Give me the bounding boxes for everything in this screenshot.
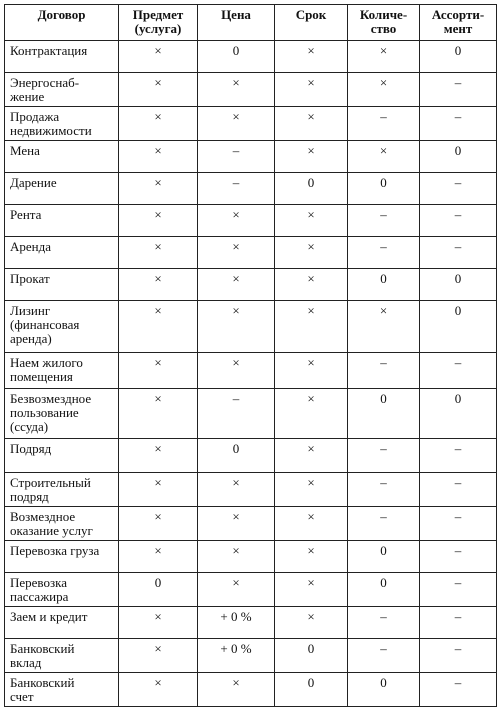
term-cell: × bbox=[275, 141, 348, 173]
quantity-cell: × bbox=[348, 73, 420, 107]
table-row bbox=[5, 107, 497, 141]
price-cell: × bbox=[198, 301, 275, 353]
quantity-cell: 0 bbox=[348, 573, 420, 607]
term-cell: × bbox=[275, 205, 348, 237]
header-price: Цена bbox=[198, 5, 275, 41]
price-cell: + 0 % bbox=[198, 607, 275, 639]
quantity-cell: 0 bbox=[348, 173, 420, 205]
contract-name-cell: Подряд bbox=[5, 439, 119, 473]
price-cell: × bbox=[198, 237, 275, 269]
table-row bbox=[5, 173, 497, 205]
subject-cell: × bbox=[119, 107, 198, 141]
term-cell: × bbox=[275, 353, 348, 389]
subject-cell: × bbox=[119, 269, 198, 301]
table-row bbox=[5, 541, 497, 573]
assortment-cell: – bbox=[420, 541, 497, 573]
header-contract: Договор bbox=[5, 5, 119, 41]
term-cell: × bbox=[275, 389, 348, 439]
price-cell: 0 bbox=[198, 41, 275, 73]
assortment-cell: 0 bbox=[420, 389, 497, 439]
table-row bbox=[5, 205, 497, 237]
quantity-cell: – bbox=[348, 507, 420, 541]
price-cell: × bbox=[198, 73, 275, 107]
term-cell: × bbox=[275, 107, 348, 141]
assortment-cell: – bbox=[420, 439, 497, 473]
contract-name-cell: Банковский вклад bbox=[5, 639, 119, 673]
quantity-cell: – bbox=[348, 107, 420, 141]
subject-cell: × bbox=[119, 205, 198, 237]
subject-cell: × bbox=[119, 173, 198, 205]
contract-name-cell: Прокат bbox=[5, 269, 119, 301]
assortment-cell: 0 bbox=[420, 141, 497, 173]
table-body bbox=[5, 41, 497, 707]
quantity-cell: × bbox=[348, 41, 420, 73]
table-row bbox=[5, 269, 497, 301]
contract-name-cell: Безвозмездное пользование (ссуда) bbox=[5, 389, 119, 439]
contract-name-cell: Возмездное оказание услуг bbox=[5, 507, 119, 541]
assortment-cell: – bbox=[420, 173, 497, 205]
quantity-cell: × bbox=[348, 141, 420, 173]
contract-name-cell: Контрактация bbox=[5, 41, 119, 73]
price-cell: × bbox=[198, 107, 275, 141]
price-cell: × bbox=[198, 507, 275, 541]
subject-cell: × bbox=[119, 507, 198, 541]
table-row bbox=[5, 607, 497, 639]
table-row bbox=[5, 141, 497, 173]
quantity-cell: – bbox=[348, 353, 420, 389]
quantity-cell: – bbox=[348, 607, 420, 639]
quantity-cell: – bbox=[348, 205, 420, 237]
contract-name-cell: Перевозка пассажира bbox=[5, 573, 119, 607]
subject-cell: × bbox=[119, 541, 198, 573]
subject-cell: × bbox=[119, 673, 198, 707]
term-cell: × bbox=[275, 541, 348, 573]
price-cell: × bbox=[198, 473, 275, 507]
table-row bbox=[5, 639, 497, 673]
assortment-cell: – bbox=[420, 205, 497, 237]
assortment-cell: – bbox=[420, 237, 497, 269]
term-cell: × bbox=[275, 439, 348, 473]
quantity-cell: × bbox=[348, 301, 420, 353]
contract-name-cell: Лизинг (финансовая аренда) bbox=[5, 301, 119, 353]
assortment-cell: 0 bbox=[420, 301, 497, 353]
price-cell: + 0 % bbox=[198, 639, 275, 673]
term-cell: × bbox=[275, 41, 348, 73]
header-term: Срок bbox=[275, 5, 348, 41]
contract-name-cell: Мена bbox=[5, 141, 119, 173]
contract-name-cell: Строительный подряд bbox=[5, 473, 119, 507]
price-cell: – bbox=[198, 141, 275, 173]
assortment-cell: – bbox=[420, 607, 497, 639]
subject-cell: × bbox=[119, 639, 198, 673]
contract-name-cell: Перевозка груза bbox=[5, 541, 119, 573]
quantity-cell: – bbox=[348, 639, 420, 673]
contract-name-cell: Аренда bbox=[5, 237, 119, 269]
contract-name-cell: Заем и кредит bbox=[5, 607, 119, 639]
quantity-cell: 0 bbox=[348, 673, 420, 707]
price-cell: × bbox=[198, 573, 275, 607]
term-cell: × bbox=[275, 301, 348, 353]
header-quantity: Количе- ство bbox=[348, 5, 420, 41]
contract-name-cell: Наем жилого помещения bbox=[5, 353, 119, 389]
price-cell: – bbox=[198, 389, 275, 439]
header-subject: Предмет (услуга) bbox=[119, 5, 198, 41]
quantity-cell: – bbox=[348, 237, 420, 269]
term-cell: 0 bbox=[275, 673, 348, 707]
contract-name-cell: Банковский счет bbox=[5, 673, 119, 707]
table-row bbox=[5, 41, 497, 73]
price-cell: × bbox=[198, 541, 275, 573]
contract-name-cell: Энергоснаб- жение bbox=[5, 73, 119, 107]
price-cell: × bbox=[198, 269, 275, 301]
quantity-cell: 0 bbox=[348, 389, 420, 439]
assortment-cell: – bbox=[420, 673, 497, 707]
subject-cell: × bbox=[119, 301, 198, 353]
subject-cell: × bbox=[119, 41, 198, 73]
subject-cell: × bbox=[119, 141, 198, 173]
quantity-cell: – bbox=[348, 473, 420, 507]
table-row bbox=[5, 237, 497, 269]
assortment-cell: – bbox=[420, 73, 497, 107]
subject-cell: × bbox=[119, 439, 198, 473]
table-header bbox=[5, 5, 497, 41]
assortment-cell: 0 bbox=[420, 41, 497, 73]
price-cell: – bbox=[198, 173, 275, 205]
table-row bbox=[5, 389, 497, 439]
assortment-cell: – bbox=[420, 507, 497, 541]
subject-cell: × bbox=[119, 73, 198, 107]
subject-cell: × bbox=[119, 607, 198, 639]
term-cell: × bbox=[275, 473, 348, 507]
subject-cell: × bbox=[119, 389, 198, 439]
table-row bbox=[5, 439, 497, 473]
subject-cell: × bbox=[119, 473, 198, 507]
contracts-table bbox=[4, 4, 497, 707]
subject-cell: × bbox=[119, 353, 198, 389]
table-row bbox=[5, 353, 497, 389]
term-cell: 0 bbox=[275, 173, 348, 205]
subject-cell: 0 bbox=[119, 573, 198, 607]
table-row bbox=[5, 73, 497, 107]
price-cell: × bbox=[198, 353, 275, 389]
assortment-cell: – bbox=[420, 573, 497, 607]
table-row bbox=[5, 473, 497, 507]
assortment-cell: 0 bbox=[420, 269, 497, 301]
term-cell: × bbox=[275, 237, 348, 269]
table-row bbox=[5, 673, 497, 707]
term-cell: × bbox=[275, 73, 348, 107]
quantity-cell: 0 bbox=[348, 269, 420, 301]
header-row bbox=[5, 5, 497, 41]
table-row bbox=[5, 573, 497, 607]
price-cell: 0 bbox=[198, 439, 275, 473]
assortment-cell: – bbox=[420, 639, 497, 673]
contract-name-cell: Дарение bbox=[5, 173, 119, 205]
assortment-cell: – bbox=[420, 473, 497, 507]
price-cell: × bbox=[198, 205, 275, 237]
term-cell: × bbox=[275, 507, 348, 541]
header-assortment: Ассорти- мент bbox=[420, 5, 497, 41]
quantity-cell: 0 bbox=[348, 541, 420, 573]
contract-name-cell: Продажа недвижимости bbox=[5, 107, 119, 141]
term-cell: × bbox=[275, 573, 348, 607]
table-row bbox=[5, 301, 497, 353]
price-cell: × bbox=[198, 673, 275, 707]
assortment-cell: – bbox=[420, 353, 497, 389]
term-cell: × bbox=[275, 269, 348, 301]
subject-cell: × bbox=[119, 237, 198, 269]
assortment-cell: – bbox=[420, 107, 497, 141]
contract-name-cell: Рента bbox=[5, 205, 119, 237]
term-cell: 0 bbox=[275, 639, 348, 673]
term-cell: × bbox=[275, 607, 348, 639]
quantity-cell: – bbox=[348, 439, 420, 473]
table-row bbox=[5, 507, 497, 541]
